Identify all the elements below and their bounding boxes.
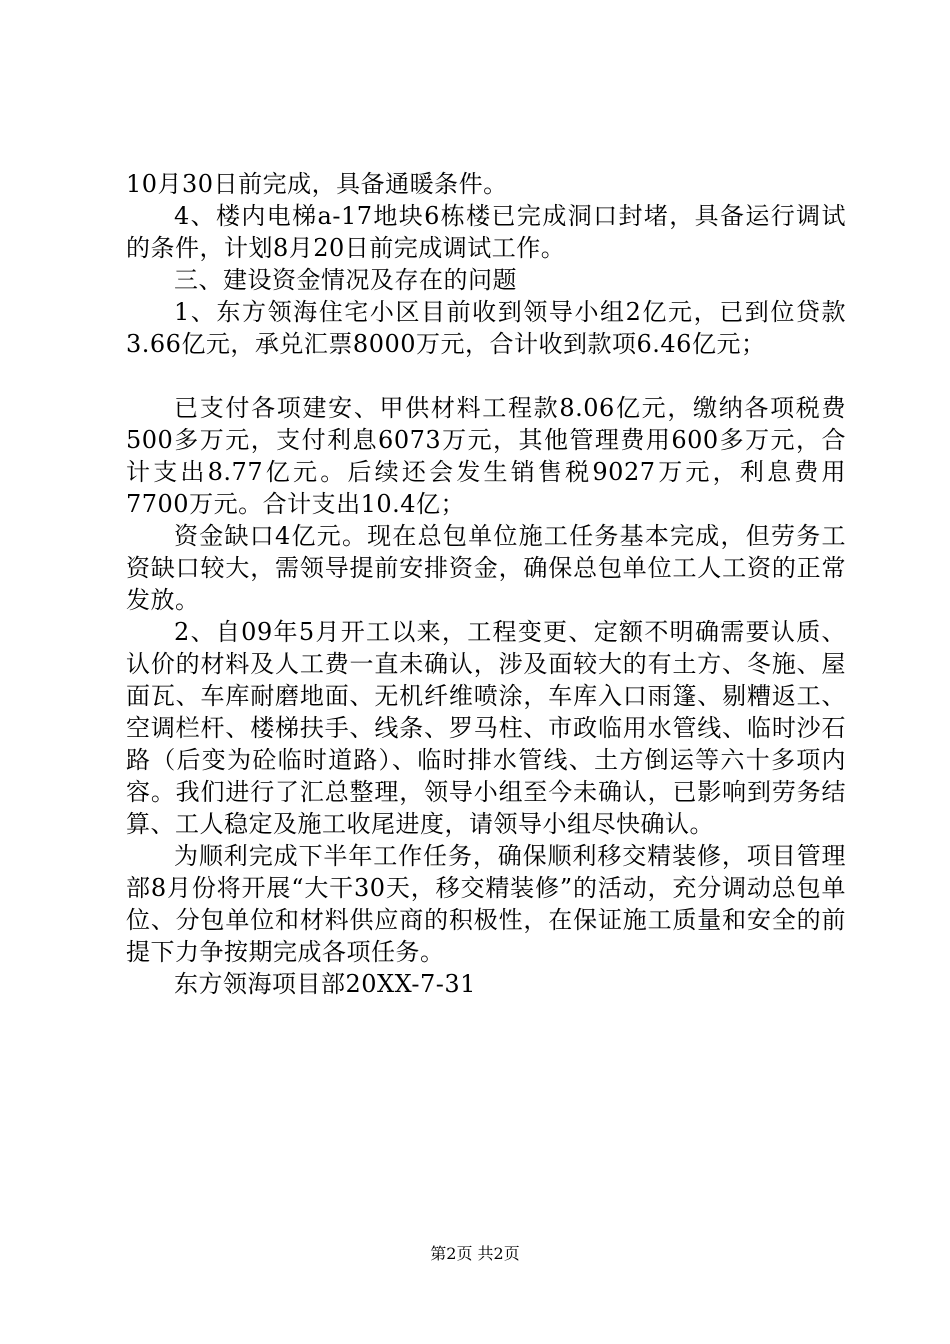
page-number: 第2页 共2页: [430, 1244, 520, 1263]
paragraph-heating-completion: 10月30日前完成，具备通暖条件。: [126, 170, 508, 198]
paragraph-unconfirmed-costs: 2、自09年5月开工以来，工程变更、定额不明确需要认质、认价的材料及人工费一直未确认，涉及面较大的有土方、冬施、屋面瓦、车库耐磨地面、无机纤维喷涂，车库入口雨篷、剔糟返工、空调栏杆、楼梯扶手、线条、罗马柱、市政临用水管线、临时沙石路（后变为砼临时道路）、临时排水管线、土方倒运等六十多项内容。我们进行了汇总整理，领导小组至今未确认，已影响到劳务结算、工人稳定及施工收尾进度，请领导小组尽快确认。: [126, 618, 846, 838]
paragraph-funding-gap: 资金缺口4亿元。现在总包单位施工任务基本完成，但劳务工资缺口较大，需领导提前安排资金，确保总包单位工人工资的正常发放。: [126, 522, 846, 614]
paragraph-funds-received: 1、东方领海住宅小区目前收到领导小组2亿元，已到位贷款3.66亿元，承兑汇票8000万元，合计收到款项6.46亿元；: [126, 298, 846, 358]
signature-line: 东方领海项目部20XX-7-31: [174, 970, 476, 998]
section-heading-funding: 三、建设资金情况及存在的问题: [174, 266, 517, 294]
paragraph-second-half-plan: 为顺利完成下半年工作任务，确保顺利移交精装修，项目管理部8月份将开展“大干30天，移交精装修”的活动，充分调动总包单位、分包单位和材料供应商的积极性，在保证施工质量和安全的前提下力争按期完成各项任务。: [126, 842, 846, 966]
paragraph-funds-spent: 已支付各项建安、甲供材料工程款8.06亿元，缴纳各项税费500多万元，支付利息6073万元，其他管理费用600多万元，合计支出8.77亿元。后续还会发生销售税9027万元，利息费用7700万元。合计支出10.4亿；: [126, 394, 846, 518]
paragraph-elevator: 4、楼内电梯a-17地块6栋楼已完成洞口封堵，具备运行调试的条件，计划8月20日前完成调试工作。: [126, 202, 846, 262]
document-body: [126, 168, 846, 1000]
page-footer: [0, 1244, 950, 1264]
